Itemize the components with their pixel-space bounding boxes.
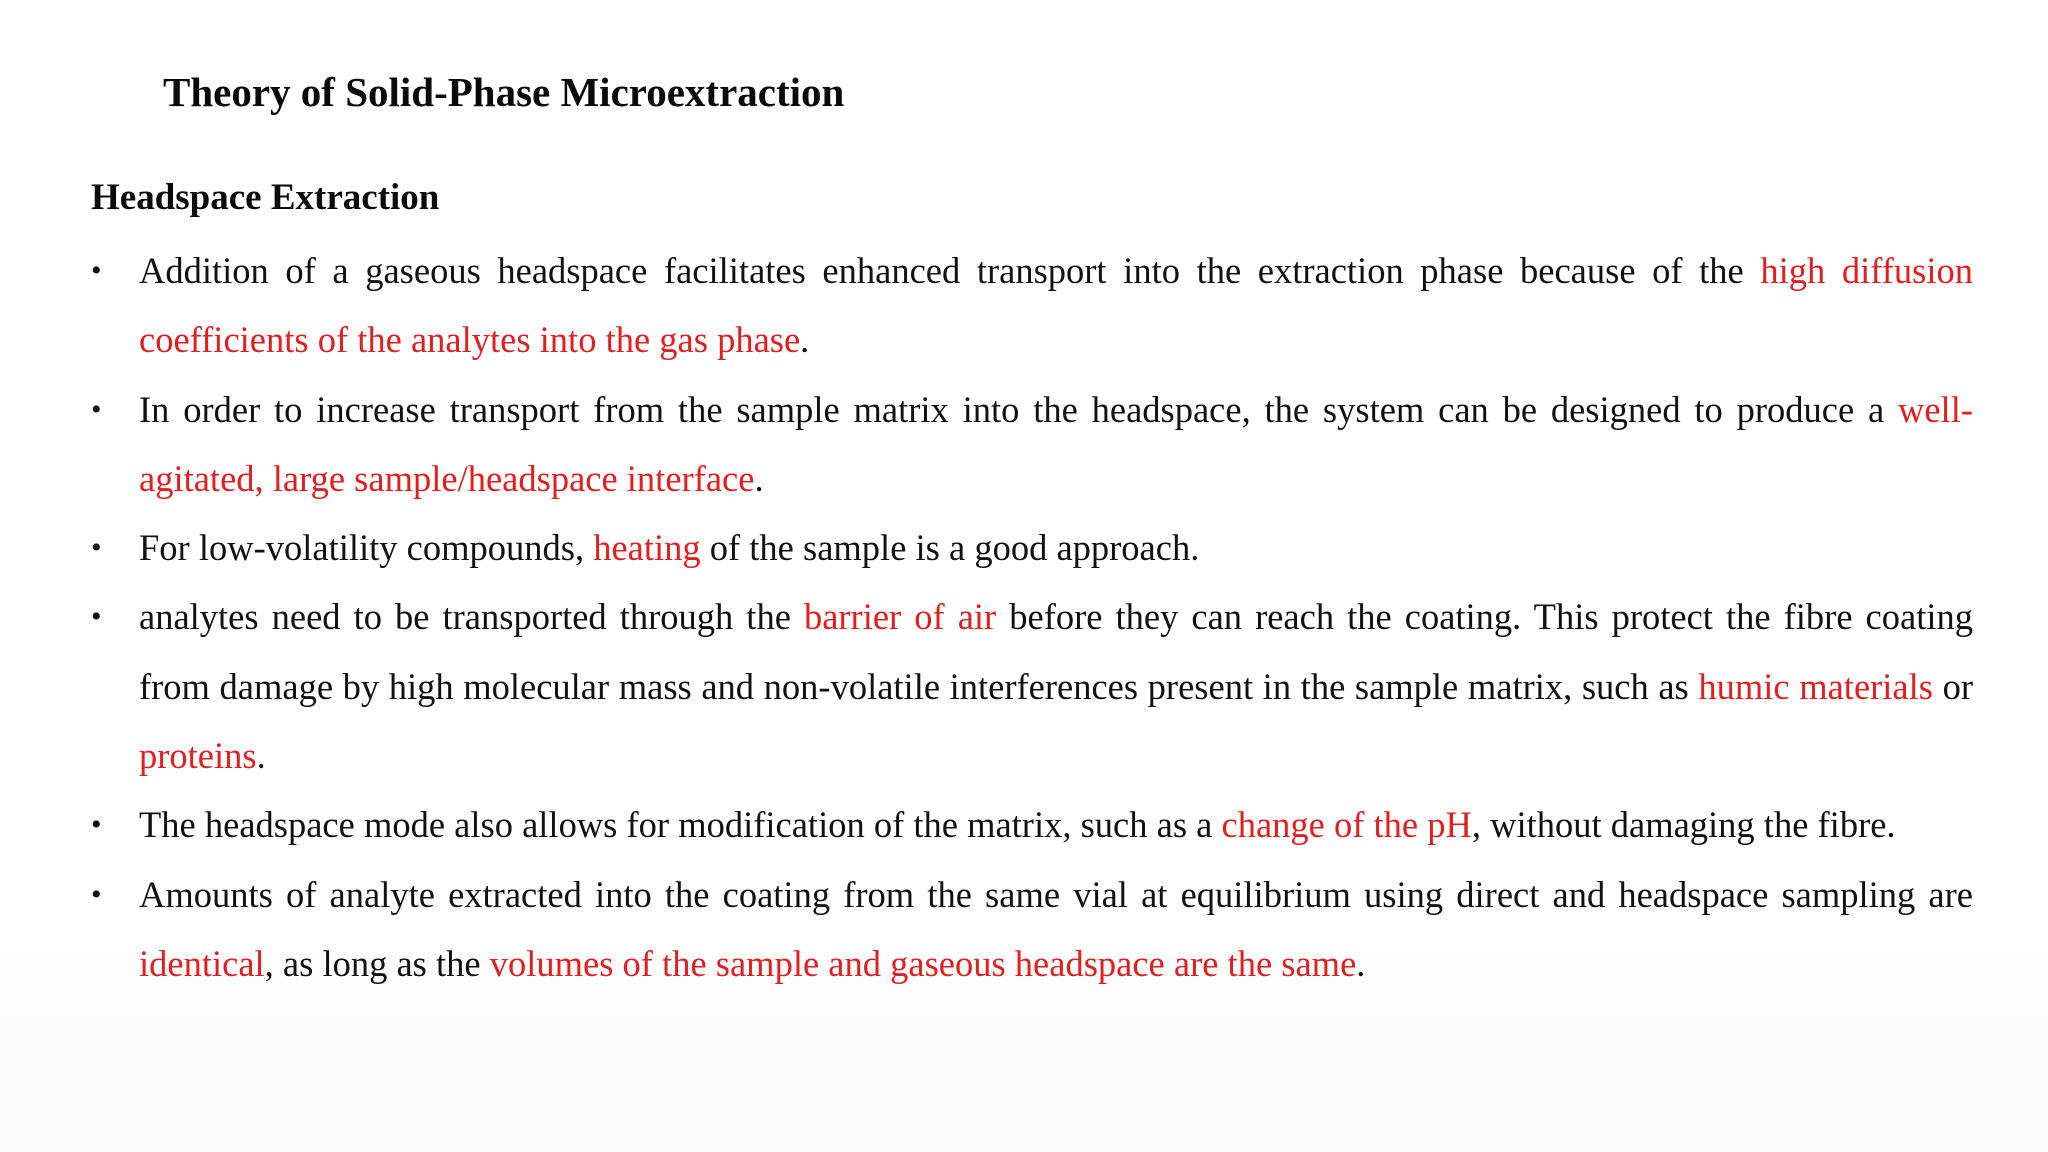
bullet-text: , as long as the <box>264 942 490 984</box>
highlighted-text: heating <box>593 527 701 569</box>
highlighted-text: barrier of air <box>803 596 997 638</box>
bullet-text: , without damaging the fibre. <box>1471 804 1896 846</box>
bullet-text: analytes need to be transported through the <box>139 596 804 638</box>
bullet-item <box>91 236 1973 375</box>
bullet-text: . <box>256 735 266 777</box>
highlighted-text: humic materials <box>1698 665 1933 707</box>
bullet-dot-icon: • <box>91 600 102 634</box>
bullet-text: before they can reach the coating. This protect the fibre coating from damage by high molecular mass and non-volatile interferences present in the sample matrix, such as <box>139 596 1973 707</box>
highlighted-text: identical <box>139 942 265 984</box>
bullet-text: . <box>1356 942 1366 984</box>
bullet-text: The headspace mode also allows for modification of the matrix, such as a <box>139 804 1222 846</box>
bullet-text: . <box>800 319 810 361</box>
bullet-text: For low-volatility compounds, <box>139 527 594 569</box>
highlighted-text: proteins <box>139 735 257 777</box>
bullet-item <box>91 513 1973 582</box>
bullet-dot-icon: • <box>91 531 102 565</box>
bullet-item <box>91 582 1973 790</box>
bullet-text: Addition of a gaseous headspace facilitates enhanced transport into the extraction phase because of the <box>139 250 1761 291</box>
highlighted-text: high diffusion coefficients of the analytes into the gas phase <box>139 250 1973 361</box>
bullet-item <box>91 375 1973 514</box>
bullet-list <box>91 236 1973 998</box>
bullet-dot-icon: • <box>91 392 102 426</box>
bullet-dot-icon: • <box>91 254 102 287</box>
page-title: Theory of Solid-Phase Microextraction <box>163 69 845 115</box>
bullet-dot-icon: • <box>91 808 102 842</box>
bullet-text: of the sample is a good approach. <box>700 527 1200 569</box>
bullet-item <box>91 860 1973 999</box>
bullet-text: or <box>1932 665 1973 707</box>
bullet-text: In order to increase transport from the sample matrix into the headspace, the system can be designed to produce a <box>139 388 1898 430</box>
bullet-dot-icon: • <box>91 877 102 911</box>
highlighted-text: well-agitated, large sample/headspace interface <box>139 388 1973 499</box>
section-heading: Headspace Extraction <box>91 177 440 218</box>
bullet-item <box>91 790 1973 859</box>
bullet-text: Amounts of analyte extracted into the coating from the same vial at equilibrium using direct and headspace sampling are <box>139 873 1973 915</box>
bullet-text: . <box>754 457 764 499</box>
highlighted-text: volumes of the sample and gaseous headspace are the same <box>489 942 1357 984</box>
highlighted-text: change of the pH <box>1221 804 1472 846</box>
